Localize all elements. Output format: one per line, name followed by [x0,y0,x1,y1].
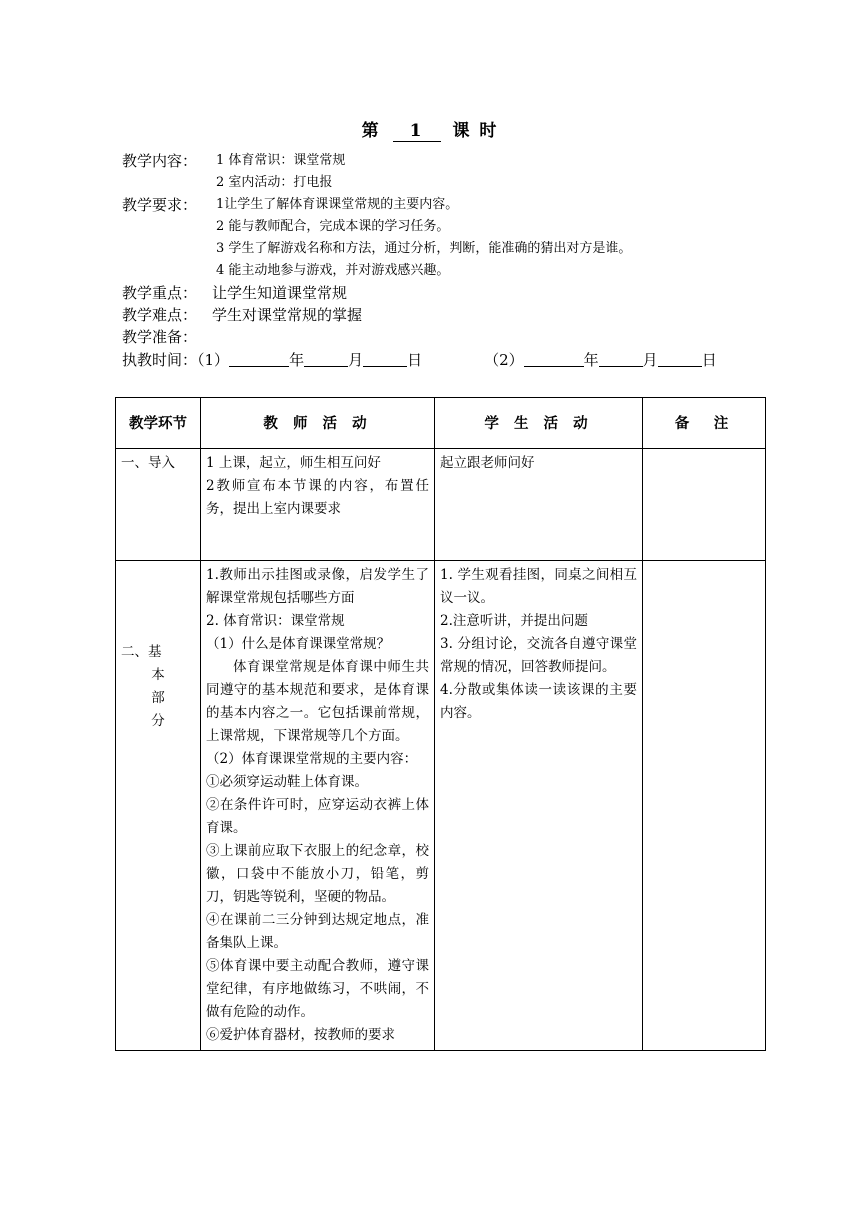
stage-label: 部 [151,690,165,706]
requirement-item: 1让学生了解体育课课堂常规的主要内容。 [216,197,459,212]
stage-label: 二、基 [121,644,162,660]
header-stage: 教学环节 [116,398,201,449]
student-text: 2.注意听讲，并提出问题 [440,613,588,629]
table-row [116,449,766,561]
stage-label: 本 [151,667,165,683]
title-suffix: 课 时 [452,121,499,141]
teaching-time-row [122,348,762,372]
header-teacher: 教 师 活 动 [201,398,435,449]
student-text: 起立跟老师问好 [440,455,535,471]
teacher-text: ③上课前应取下衣服上的纪念章，校徽，口袋中不能放小刀，铅笔，剪刀，钥匙等锐利，坚硬的物品。 [206,843,429,905]
time-label: 执教时间： [122,351,198,369]
content-item: 1 体育常识：课堂常规 [216,153,346,168]
stage-cell [116,449,201,561]
content-label: 教学内容： [122,152,198,170]
teacher-text: ⑥爱护体育器材，按教师的要求 [206,1027,395,1043]
year-blank [229,350,289,367]
teacher-text: 2. 体育常识：课堂常规 [206,613,345,629]
day-blank [658,350,702,367]
stage-label: 分 [151,713,165,729]
year-blank [524,350,584,367]
title-prefix: 第 [361,121,381,141]
teacher-text: 体育课堂常规是体育课中师生共同遵守的基本规范和要求，是体育课的基本内容之一。它包括课前常规，上课常规，下课常规等几个方面。 [206,659,429,744]
header-notes: 备 注 [643,398,766,449]
requirement-item: 4 能主动地参与游戏，并对游戏感兴趣。 [216,263,450,278]
student-cell [435,561,643,1051]
student-cell [435,449,643,561]
lesson-plan-table [115,397,766,1051]
year-text: 年 [583,351,599,369]
teacher-text: 1 上课，起立，师生相互问好 [206,455,381,471]
month-text: 月 [348,351,364,369]
key-point-label: 教学重点： [122,284,198,302]
notes-cell [643,449,766,561]
student-text: 3. 分组讨论，交流各自遵守课堂常规的情况，回答教师提问。 [440,636,637,675]
student-text: 4.分散或集体读一读该课的主要内容。 [440,682,637,721]
teacher-text: 2教师宣布本节课的内容，布置任务，提出上室内课要求 [206,478,429,517]
notes-cell [643,561,766,1051]
table-header-row [116,398,766,449]
month-blank [599,350,643,367]
teacher-text: ①必须穿运动鞋上体育课。 [206,774,368,790]
table-row [116,561,766,1051]
difficulty-label: 教学难点： [122,306,198,324]
teacher-text: ②在条件许可时，应穿运动衣裤上体育课。 [206,797,429,836]
key-point-value: 让学生知道课堂常规 [212,284,348,302]
month-text: 月 [642,351,658,369]
teacher-text: （1）什么是体育课课堂常规？ [206,636,391,652]
year-text: 年 [289,351,305,369]
teacher-text: ④在课前二三分钟到达规定地点，准备集队上课。 [206,912,429,951]
day-text: 日 [407,351,423,369]
stage-label: 一、导入 [121,455,175,471]
requirements-label: 教学要求： [122,196,198,214]
teacher-text: （2）体育课课堂常规的主要内容： [206,751,418,767]
day-blank [363,350,407,367]
time-session-1: （1） [197,351,230,369]
teacher-cell [201,561,435,1051]
requirement-item: 2 能与教师配合，完成本课的学习任务。 [216,219,450,234]
stage-cell [116,561,201,1051]
lesson-title [0,116,860,142]
time-session-2: （2） [484,351,524,369]
requirement-item: 3 学生了解游戏名称和方法，通过分析，判断，能准确的猜出对方是谁。 [216,241,632,256]
lesson-number: 1 [393,121,441,142]
teacher-text: ⑤体育课中要主动配合教师，遵守课堂纪律，有序地做练习，不哄闹，不做有危险的动作。 [206,958,429,1020]
content-item: 2 室内活动：打电报 [216,175,333,190]
preparation-label: 教学准备： [122,328,198,346]
teacher-text: 1.教师出示挂图或录像，启发学生了解课堂常规包括哪些方面 [206,567,429,606]
student-text: 1. 学生观看挂图，同桌之间相互议一议。 [440,567,637,606]
month-blank [304,350,348,367]
day-text: 日 [701,351,717,369]
teacher-cell [201,449,435,561]
difficulty-value: 学生对课堂常规的掌握 [212,306,363,324]
header-student: 学 生 活 动 [435,398,643,449]
lesson-meta [122,150,762,372]
